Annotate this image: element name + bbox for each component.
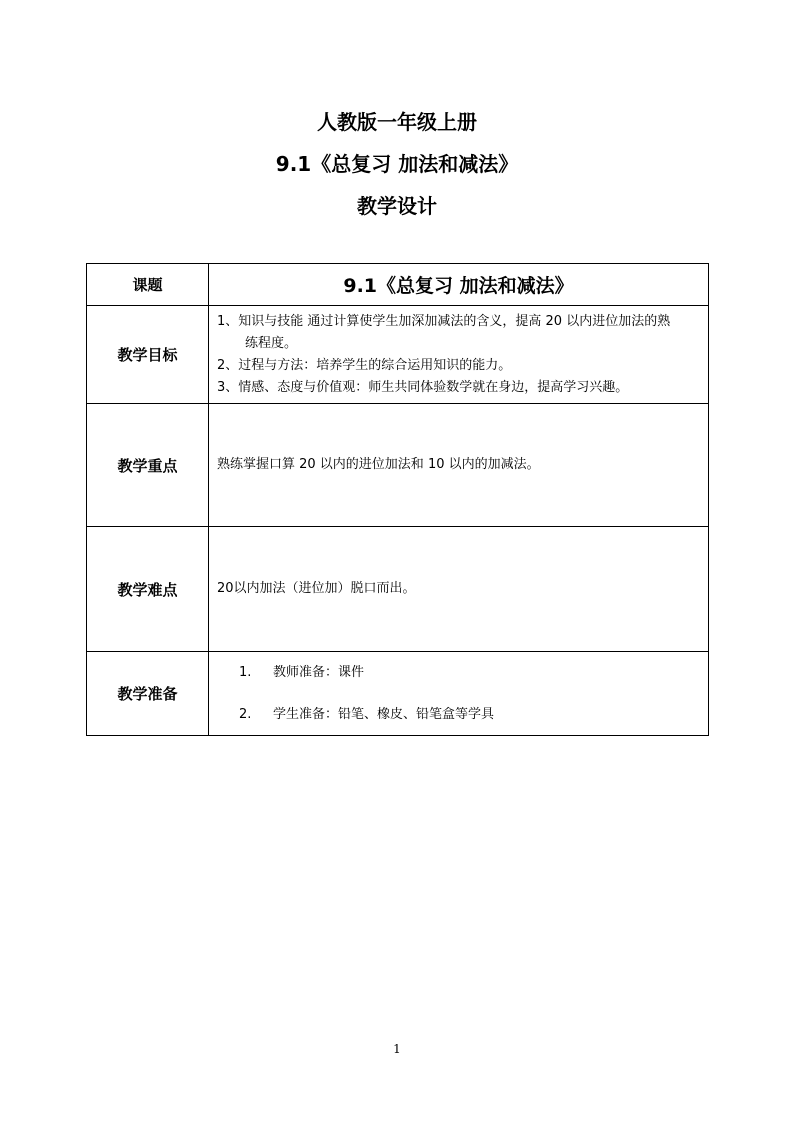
lesson-plan-table: [86, 263, 709, 736]
table-row-topic: [87, 264, 709, 306]
objectives-label: 教学目标: [87, 306, 209, 404]
difficulties-label: 教学难点: [87, 527, 209, 652]
objective-item-2: 2、过程与方法：培养学生的综合运用知识的能力。: [217, 357, 512, 373]
list-item-text: 学生准备：铅笔、橡皮、铅笔盒等学具: [273, 706, 495, 722]
list-item-text: 教师准备：课件: [273, 664, 365, 680]
table-row-key-points: [87, 404, 709, 527]
preparation-label: 教学准备: [87, 652, 209, 736]
document-subtitle: 9.1《总复习 加法和减法》: [275, 152, 519, 176]
page-number: 1: [393, 1042, 401, 1056]
key-points-content: 熟练掌握口算 20 以内的进位加法和 10 以内的加减法。: [209, 404, 709, 527]
objective-item-1: 1、知识与技能 通过计算使学生加深加减法的含义，提高 20 以内进位加法的熟: [217, 313, 671, 329]
topic-label: 课题: [87, 264, 209, 306]
objectives-content: [209, 306, 709, 404]
topic-value: 9.1《总复习 加法和减法》: [209, 264, 709, 306]
objective-item-1-continued: 练程度。: [245, 335, 298, 351]
document-title: 人教版一年级上册: [317, 110, 477, 134]
table-row-objectives: [87, 306, 709, 404]
list-item-number: 1.: [239, 664, 252, 680]
table-row-preparation: [87, 652, 709, 736]
list-item: [217, 705, 702, 725]
difficulties-content: 20以内加法（进位加）脱口而出。: [209, 527, 709, 652]
list-item: [217, 663, 702, 683]
table-row-difficulties: [87, 527, 709, 652]
list-item-number: 2.: [239, 706, 252, 722]
preparation-content: [209, 652, 709, 736]
key-points-label: 教学重点: [87, 404, 209, 527]
objective-item-3: 3、情感、态度与价值观：师生共同体验数学就在身边，提高学习兴趣。: [217, 379, 629, 395]
document-heading: 教学设计: [357, 194, 437, 218]
